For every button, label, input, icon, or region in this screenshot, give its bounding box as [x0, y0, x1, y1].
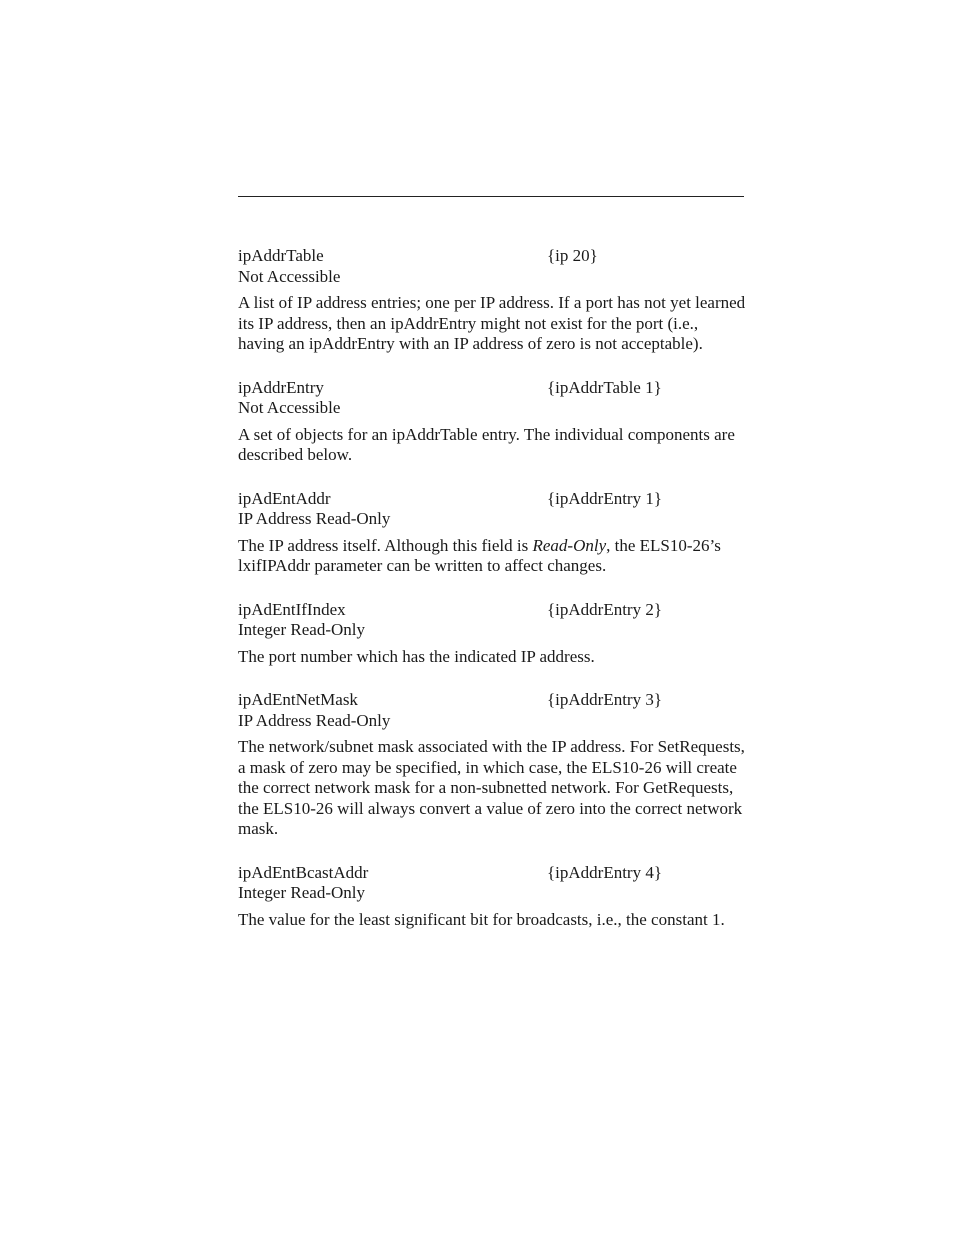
object-oid: {ipAddrEntry 1} — [547, 488, 662, 508]
entry-header — [238, 600, 748, 621]
entry-header — [238, 378, 748, 399]
object-name: ipAddrEntry — [238, 377, 324, 397]
mib-entry-ipadentnetmask — [238, 690, 748, 840]
object-access: Not Accessible — [238, 266, 341, 286]
object-oid: {ip 20} — [547, 246, 598, 265]
mib-entry-ipadentaddr — [238, 489, 748, 577]
object-oid: {ipAddrEntry 3} — [547, 690, 662, 709]
entry-header — [238, 863, 748, 884]
object-access: Integer Read-Only — [238, 620, 365, 639]
object-name: ipAdEntNetMask — [238, 690, 358, 709]
object-description: A list of IP address entries; one per IP address. If a port has not yet learned its IP address, then an ipAddrEntry might not exist for the port (i.e., having an ipAddrEntry with an IP address of zero is not acceptable). — [238, 293, 746, 353]
object-name: ipAdEntBcastAddr — [238, 862, 369, 882]
object-description: The network/subnet mask associated with the IP address. For SetRequests, a mask of zero may be specified, in which case, the ELS10-26 will create the correct network mask for a non-subnetted network. For GetRequests, the ELS10-26 will always convert a value of zero into the correct network mask. — [238, 737, 745, 838]
description-text: , the ELS10-26’s lxifIPAddr parameter can be written to affect changes. — [238, 535, 721, 575]
object-access: Not Accessible — [238, 398, 341, 417]
object-description — [238, 536, 748, 577]
entry-header — [238, 246, 748, 267]
entry-header — [238, 690, 748, 711]
object-access: Integer Read-Only — [238, 883, 365, 902]
object-description: The port number which has the indicated IP address. — [238, 646, 595, 666]
object-access: IP Address Read-Only — [238, 509, 391, 528]
object-description: A set of objects for an ipAddrTable entry. The individual components are described below. — [238, 424, 735, 464]
mib-entry-ipaddrentry — [238, 378, 748, 466]
header-rule — [238, 196, 744, 197]
description-emphasis: Read-Only — [532, 535, 607, 555]
mib-object-list — [238, 246, 748, 953]
description-text: The IP address itself. Although this field is — [238, 535, 533, 555]
object-name: ipAdEntAddr — [238, 488, 331, 508]
object-access: IP Address Read-Only — [238, 710, 391, 730]
object-description: The value for the least significant bit for broadcasts, i.e., the constant 1. — [238, 909, 725, 929]
mib-entry-ipadentifindex — [238, 600, 748, 668]
object-name: ipAddrTable — [238, 246, 324, 265]
mib-entry-ipaddrtable — [238, 246, 748, 355]
entry-header — [238, 489, 748, 510]
object-name: ipAdEntIfIndex — [238, 599, 346, 619]
object-oid: {ipAddrEntry 2} — [547, 599, 662, 619]
object-oid: {ipAddrTable 1} — [547, 377, 662, 397]
mib-entry-ipadentbcastaddr — [238, 863, 748, 931]
object-oid: {ipAddrEntry 4} — [547, 862, 662, 882]
